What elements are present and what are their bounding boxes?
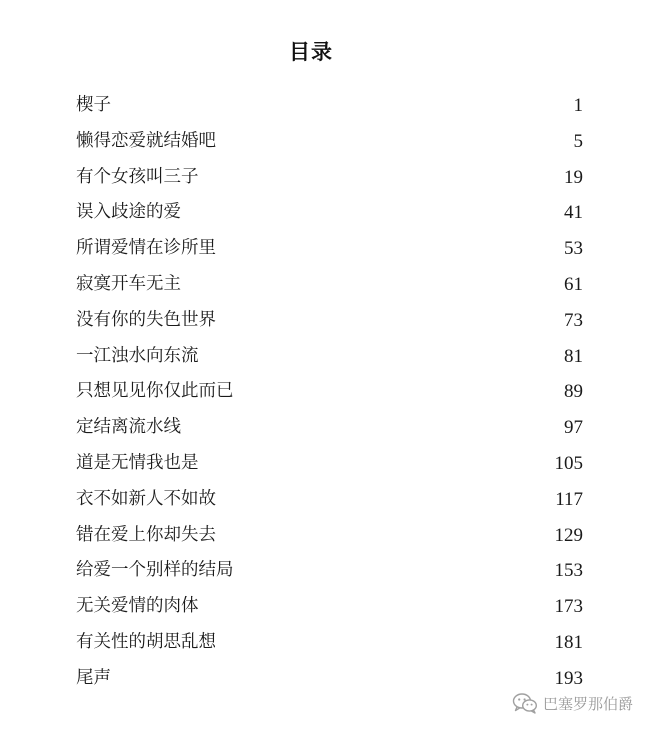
toc-entry-page: 81 <box>564 345 583 367</box>
toc-entry[interactable] <box>76 88 583 124</box>
toc-entry-page: 73 <box>564 309 583 331</box>
toc-entry-title: 楔子 <box>76 95 111 115</box>
toc-entry-title: 懒得恋爱就结婚吧 <box>76 130 216 151</box>
toc-entry-page: 105 <box>554 452 583 474</box>
toc-entry[interactable] <box>76 160 583 196</box>
toc-entry-title: 一江浊水向东流 <box>76 345 199 366</box>
toc-entry-page: 193 <box>554 667 583 689</box>
toc-entry-page: 181 <box>554 631 583 653</box>
toc-entry-title: 有个女孩叫三子 <box>76 166 199 187</box>
table-of-contents <box>76 88 583 697</box>
toc-entry[interactable] <box>76 339 583 375</box>
toc-entry-page: 173 <box>554 596 583 618</box>
toc-entry-title: 误入歧途的爱 <box>76 202 181 223</box>
toc-entry-page: 41 <box>564 202 583 224</box>
toc-entry-page: 129 <box>554 524 583 546</box>
toc-entry[interactable] <box>76 553 583 589</box>
wechat-icon <box>512 692 538 714</box>
toc-entry-page: 53 <box>564 238 583 260</box>
toc-entry-title: 寂寞开车无主 <box>76 273 181 294</box>
watermark <box>512 692 633 714</box>
toc-entry[interactable] <box>76 482 583 518</box>
toc-entry-page: 61 <box>564 273 583 295</box>
toc-entry-title: 衣不如新人不如故 <box>76 488 216 509</box>
toc-entry-title: 无关爱情的肉体 <box>76 596 199 617</box>
toc-entry-title: 没有你的失色世界 <box>76 309 216 330</box>
toc-entry[interactable] <box>76 625 583 661</box>
watermark-text: 巴塞罗那伯爵 <box>542 694 633 713</box>
toc-entry-title: 只想见见你仅此而已 <box>76 381 234 402</box>
toc-entry-page: 97 <box>564 417 583 439</box>
toc-entry-page: 5 <box>573 130 583 152</box>
page-title: 目录 <box>289 40 333 64</box>
toc-entry-page: 89 <box>564 381 583 403</box>
toc-entry-title: 给爱一个别样的结局 <box>76 560 234 581</box>
toc-entry[interactable] <box>76 661 583 697</box>
toc-entry[interactable] <box>76 231 583 267</box>
toc-entry-title: 定结离流水线 <box>76 417 181 438</box>
toc-entry-page: 1 <box>573 95 583 116</box>
toc-entry-page: 153 <box>554 560 583 582</box>
toc-entry[interactable] <box>76 195 583 231</box>
toc-entry[interactable] <box>76 303 583 339</box>
toc-entry-title: 错在爱上你却失去 <box>76 524 216 545</box>
toc-entry[interactable] <box>76 518 583 554</box>
toc-entry[interactable] <box>76 589 583 625</box>
toc-entry-page: 117 <box>555 488 583 510</box>
toc-entry-title: 尾声 <box>76 667 111 688</box>
toc-entry-title: 所谓爱情在诊所里 <box>76 238 216 259</box>
toc-entry-title: 道是无情我也是 <box>76 452 199 473</box>
toc-entry[interactable] <box>76 410 583 446</box>
toc-entry-title: 有关性的胡思乱想 <box>76 631 216 652</box>
toc-entry-page: 19 <box>564 166 583 188</box>
toc-entry[interactable] <box>76 446 583 482</box>
toc-entry[interactable] <box>76 374 583 410</box>
toc-entry[interactable] <box>76 124 583 160</box>
toc-entry[interactable] <box>76 267 583 303</box>
